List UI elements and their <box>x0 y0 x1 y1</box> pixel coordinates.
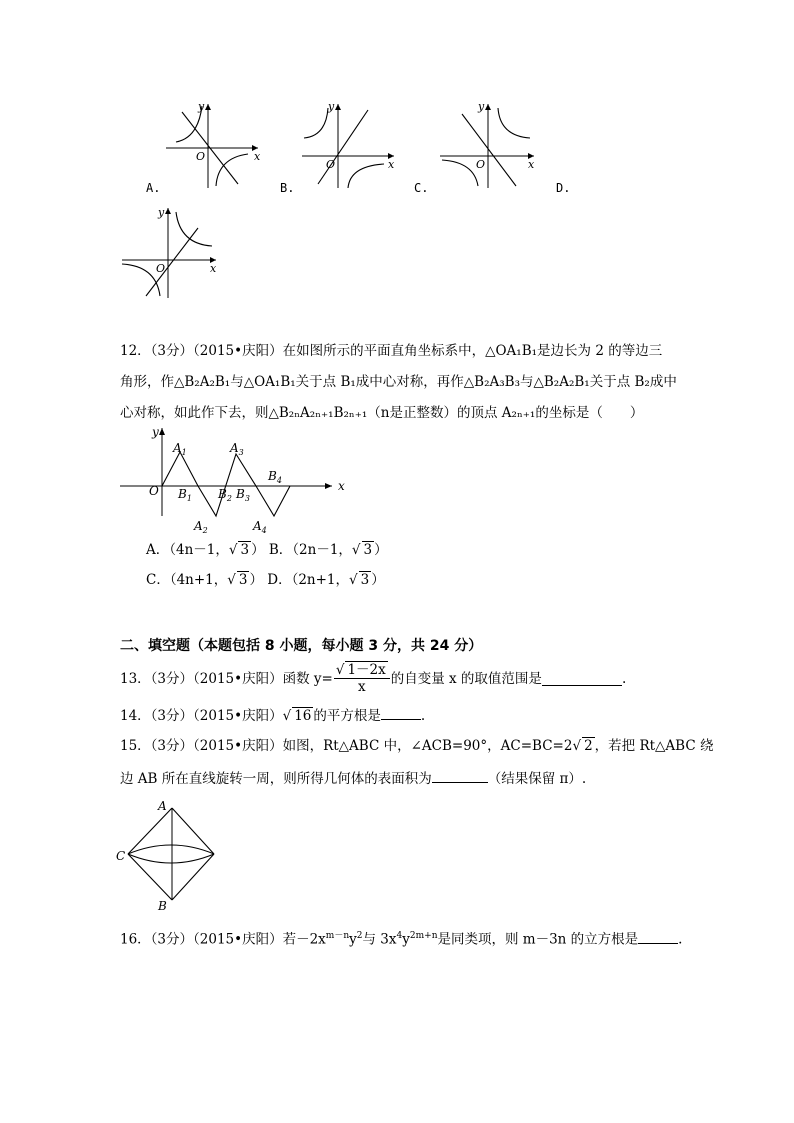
q16-text: 16．（3分）（2015•庆阳）若$-2x^{m-n}y^2$与 $3x^4y^{2m+n}$是同类项，则 m－3n 的立方根是 . <box>120 926 682 950</box>
option-b-label[interactable]: B. <box>280 181 295 195</box>
q13-text: 13．（3分）（2015•庆阳）函数 y= $\frac{√ 1-2x}{x}$ 的自变量 x 的取值范围是 . <box>120 662 627 695</box>
axis-x-label: x <box>210 262 217 275</box>
graph-option-b <box>298 100 398 190</box>
vertex-a-label: A <box>158 800 167 813</box>
q13-fraction: $\frac{√ 1-2x}{x}$ <box>334 662 390 695</box>
origin-label: O <box>196 150 206 163</box>
vertex-b4-label: $B_4$ <box>268 469 282 485</box>
vertex-a3-label: $A_3$ <box>230 441 244 457</box>
q14-text: 14．（3分）（2015•庆阳）√ 16 的平方根是 . <box>120 705 425 726</box>
origin-label: O <box>476 158 486 171</box>
vertex-a2-label: $A_2$ <box>194 519 208 535</box>
q12-option-a[interactable]: A．（4n－1，√ 3 ） <box>146 542 265 558</box>
q14-answer-blank[interactable] <box>381 705 421 720</box>
vertex-a4-label: $A_4$ <box>253 519 267 535</box>
q15-answer-blank[interactable] <box>432 768 488 783</box>
axis-x-label: x <box>388 158 395 171</box>
q16-answer-blank[interactable] <box>638 929 678 944</box>
origin-label: O <box>156 262 166 275</box>
q13-answer-blank[interactable] <box>542 671 622 686</box>
zigzag-triangles-figure <box>118 424 348 536</box>
axis-y-label: y <box>328 100 335 113</box>
axis-x-label: x <box>254 150 261 163</box>
axis-y-label: y <box>478 100 485 113</box>
axis-x-label: x <box>528 158 535 171</box>
vertex-b2-label: $B_2$ <box>218 487 232 503</box>
axis-y-label: y <box>152 425 159 439</box>
option-c-label[interactable]: C. <box>414 181 429 195</box>
vertex-b-label: B <box>158 899 167 912</box>
axis-y-label: y <box>198 100 205 113</box>
axis-x-label: x <box>338 479 345 493</box>
graph-option-a <box>162 100 262 190</box>
q12-text-line2: 角形，作△B₂A₂B₁与△OA₁B₁关于点 B₁成中心对称，再作△B₂A₃B₃与△B₂A₂B₁关于点 B₂成中 <box>120 374 677 390</box>
vertex-a1-label: $A_1$ <box>173 441 187 457</box>
origin-label: O <box>149 484 159 498</box>
option-d-label[interactable]: D. <box>556 181 571 195</box>
q12-text-line1: 12．（3分）（2015•庆阳）在如图所示的平面直角坐标系中，△OA₁B₁是边长为 2 的等边三 <box>120 343 663 359</box>
q12-options-row1 <box>146 540 388 560</box>
vertex-c-label: C <box>116 849 126 863</box>
q12-options-row2 <box>146 570 385 590</box>
graph-option-c <box>436 100 540 190</box>
q12-option-d[interactable]: D．（2n+1，√ 3 ） <box>267 572 385 588</box>
q12-text-line3: 心对称，如此作下去，则△B₂ₙA₂ₙ₊₁B₂ₙ₊₁（n是正整数）的顶点 A₂ₙ₊₁的坐标是（ ） <box>120 405 644 421</box>
q15-text-line2: 边 AB 所在直线旋转一周，则所得几何体的表面积为 （结果保留 π）. <box>120 768 586 789</box>
q12-option-b[interactable]: B．（2n－1，√ 3 ） <box>268 542 388 558</box>
axis-y-label: y <box>158 206 165 219</box>
q12-option-c[interactable]: C．（4n+1，√ 3 ） <box>146 572 263 588</box>
vertex-b1-label: $B_1$ <box>178 487 192 503</box>
q15-text-line1: 15．（3分）（2015•庆阳）如图，Rt△ABC 中，∠ACB=90°，AC=BC=2√ 2 ，若把 Rt△ABC 绕 <box>120 738 714 754</box>
vertex-b3-label: $B_3$ <box>236 487 250 503</box>
rotation-solid-figure <box>116 800 220 912</box>
section-heading: 二、填空题（本题包括 8 小题，每小题 3 分，共 24 分） <box>120 638 483 654</box>
graph-option-d <box>118 204 222 300</box>
origin-label: O <box>326 158 336 171</box>
option-a-label[interactable]: A. <box>146 181 161 195</box>
